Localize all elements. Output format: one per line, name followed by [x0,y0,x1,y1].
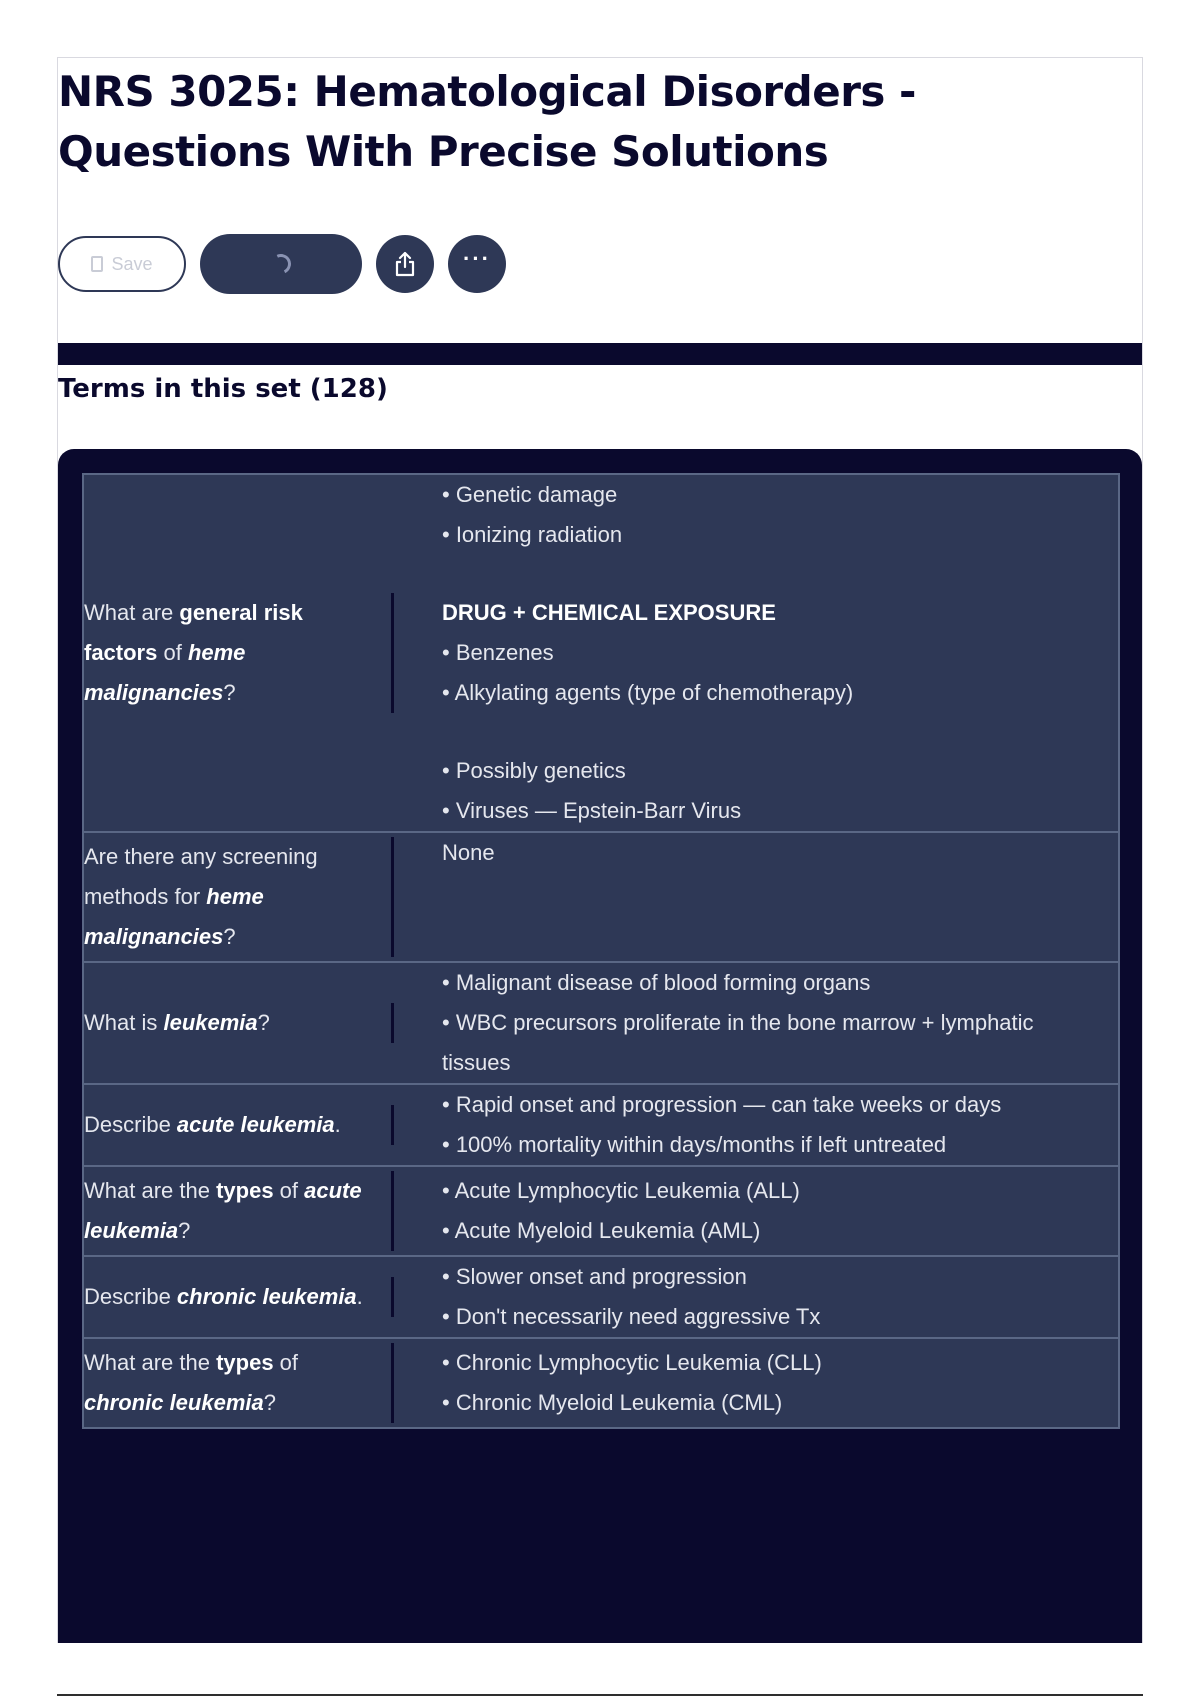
term-cell [83,962,394,1084]
definition-line: • WBC precursors proliferate in the bone marrow + lymphatic tissues [442,1010,1034,1075]
term-row[interactable] [83,1256,1119,1338]
term-fragment: Are there any screening methods for [84,844,318,909]
term-text [84,1171,394,1251]
definition-line: • Chronic Myeloid Leukemia (CML) [442,1390,783,1415]
term-cell [83,1256,394,1338]
term-fragment: Describe [84,1284,177,1309]
terms-count-heading: Terms in this set (128) [58,374,388,404]
definition-cell [394,1256,1119,1338]
definition-line: • Rapid onset and progression — can take weeks or days [442,1092,1002,1117]
term-fragment: What are the [84,1350,217,1375]
term-row[interactable] [83,1166,1119,1256]
definition-cell [394,474,1119,832]
term-cell [83,474,394,832]
term-cell [83,832,394,962]
page-title: NRS 3025: Hematological Disorders - Questions With Precise Solutions [58,67,916,176]
definition-line: • Chronic Lymphocytic Leukemia (CLL) [442,1350,822,1375]
loading-spinner-icon [268,251,294,277]
term-fragment: ? [263,1390,276,1415]
save-button-label: Save [111,253,153,274]
share-icon [393,251,417,277]
term-fragment: ? [178,1218,191,1243]
definition-line: • Acute Lymphocytic Leukemia (ALL) [442,1178,800,1203]
term-row[interactable] [83,832,1119,962]
term-fragment: general risk factors [84,600,303,665]
definition-line: • Genetic damage [442,482,618,507]
term-fragment: of [157,640,188,665]
definition-spacer [442,555,1078,593]
definition-cell [394,962,1119,1084]
save-button[interactable] [58,236,186,292]
term-fragment: . [356,1284,363,1309]
definition-line: DRUG + CHEMICAL EXPOSURE [442,600,776,625]
bottom-divider [57,1694,1143,1696]
term-fragment: types [216,1350,274,1375]
study-button[interactable] [200,234,362,294]
term-fragment: What are the [84,1178,217,1203]
definition-line: • Viruses — Epstein-Barr Virus [442,798,742,823]
definition-line: • Don't necessarily need aggressive Tx [442,1304,821,1329]
definition-cell [394,1084,1119,1166]
definition-spacer [442,713,1078,751]
term-fragment: What is [84,1010,164,1035]
definition-line: • 100% mortality within days/months if left untreated [442,1132,947,1157]
term-fragment: leukemia [163,1010,258,1035]
term-fragment: . [334,1112,341,1137]
more-options-button[interactable] [448,235,506,293]
term-cell [83,1084,394,1166]
term-fragment: chronic leukemia [84,1390,264,1415]
term-text [84,1343,394,1423]
definition-cell [394,1166,1119,1256]
term-fragment: heme malignancies [84,884,264,949]
term-text [84,837,394,957]
definition-line: None [442,840,495,865]
term-row[interactable] [83,1084,1119,1166]
definition-cell [394,1338,1119,1428]
definition-line: • Alkylating agents (type of chemotherapy) [442,680,854,705]
action-bar [58,234,506,294]
term-fragment: of [273,1350,299,1375]
term-cell [83,1166,394,1256]
term-row[interactable] [83,962,1119,1084]
definition-line: • Benzenes [442,640,554,665]
term-row[interactable] [83,1338,1119,1428]
term-text [84,593,394,713]
definition-line: • Slower onset and progression [442,1264,747,1289]
term-text [84,1277,394,1317]
terms-panel [58,449,1142,1643]
definition-line: • Ionizing radiation [442,522,623,547]
term-row[interactable] [83,474,1119,832]
term-fragment: acute leukemia [84,1178,362,1243]
terms-table [82,473,1120,1429]
definition-line: • Possibly genetics [442,758,626,783]
term-fragment: of [273,1178,305,1203]
term-fragment: heme malignancies [84,640,246,705]
share-button[interactable] [376,235,434,293]
term-fragment: Describe [84,1112,177,1137]
definition-line: • Acute Myeloid Leukemia (AML) [442,1218,761,1243]
term-fragment: acute leukemia [176,1112,335,1137]
term-cell [83,1338,394,1428]
divider-bar [58,343,1142,365]
term-text [84,1003,394,1043]
term-fragment: ? [257,1010,270,1035]
term-fragment: ? [223,680,236,705]
page-container [57,57,1143,1643]
term-fragment: types [216,1178,274,1203]
term-fragment: chronic leukemia [176,1284,357,1309]
definition-line: • Malignant disease of blood forming organs [442,970,871,995]
definition-cell [394,832,1119,962]
term-text [84,1105,394,1145]
term-fragment: ? [223,924,236,949]
term-fragment: What are [84,600,180,625]
more-icon: ··· [463,246,491,271]
bookmark-icon [91,256,103,272]
